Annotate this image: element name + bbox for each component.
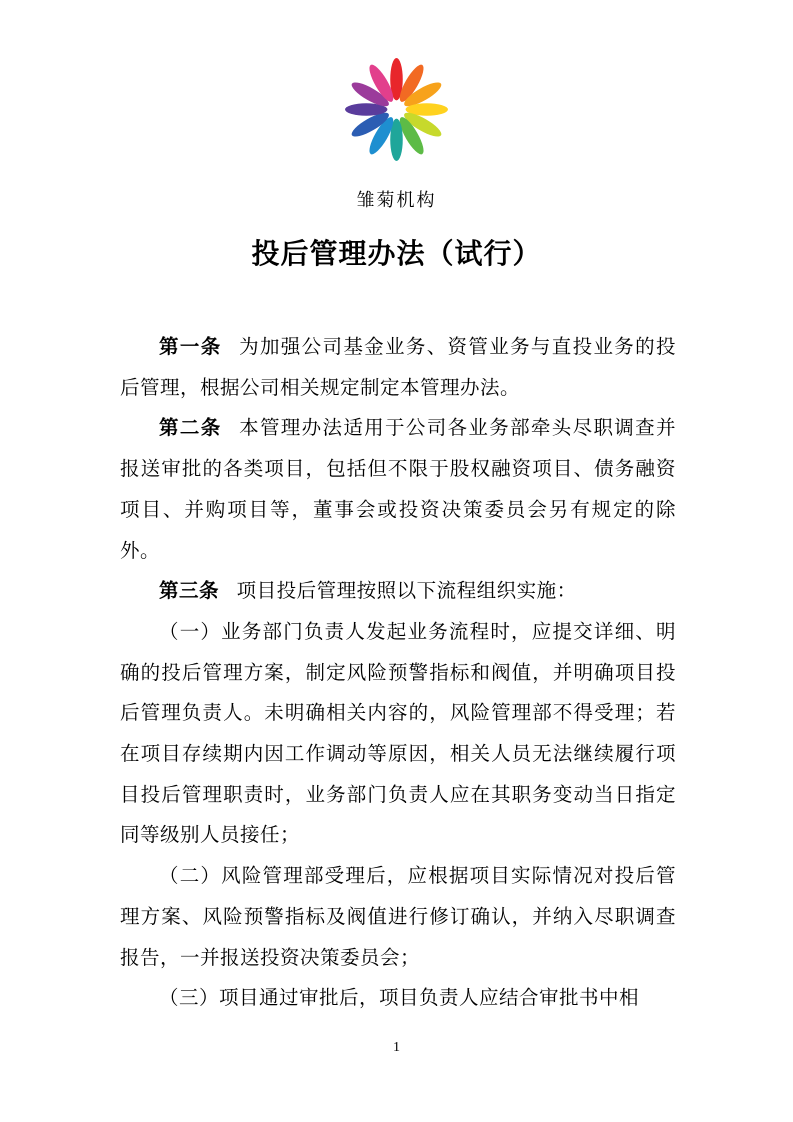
clause-3: （三）项目通过审批后，项目负责人应结合审批书中相 [159,986,640,1010]
article-2 [120,408,676,571]
article-number: 第二条 [159,416,222,440]
article-number: 第三条 [159,579,220,603]
document-title: 投后管理办法（试行） [251,237,542,270]
article-number: 第一条 [159,335,222,358]
article-1 [120,327,676,408]
article-3 [120,571,676,612]
daisy-logo-icon [341,54,452,165]
article-text: 本管理办法适用于公司各业务部牵头尽职调查并报送审批的各类项目，包括但不限于股权融资项目、债务融资项目、并购项目等，董事会或投资决策委员会另有规定的除外。 [120,416,676,562]
article-text: 项目投后管理按照以下流程组织实施： [236,579,577,603]
clause-2: （二）风险管理部受理后，应根据项目实际情况对投后管理方案、风险预警指标及阀值进行修订确认，并纳入尽职调查报告，一并报送投资决策委员会； [120,864,676,969]
article-text: 为加强公司基金业务、资管业务与直投业务的投后管理，根据公司相关规定制定本管理办法。 [120,335,676,399]
organization-name: 雏菊机构 [356,190,437,211]
document-body [120,327,676,1019]
clause-1: （一）业务部门负责人发起业务流程时，应提交详细、明确的投后管理方案，制定风险预警指标和阀值，并明确项目投后管理负责人。未明确相关内容的，风险管理部不得受理；若在项目存续期内因工作调动等原因，相关人员无法继续履行项目投后管理职责时，业务部门负责人应在其职务变动当日指定同等级别人员接任； [120,619,676,847]
page-number: 1 [393,1040,400,1055]
